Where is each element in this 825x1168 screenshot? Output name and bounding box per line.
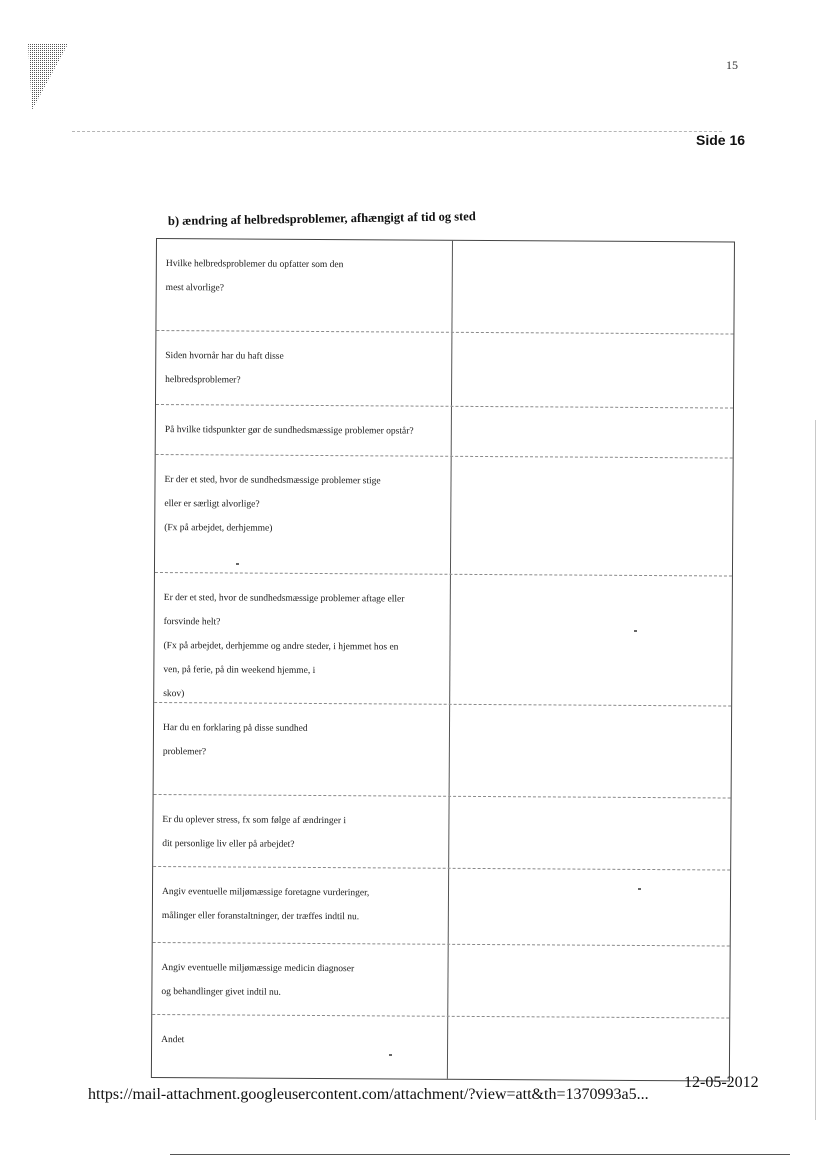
question-cell [154, 703, 451, 796]
question-cell [155, 455, 452, 574]
question-text: På hvilke tidspunkter gør de sundhedsmæssige problemer opstår? [164, 425, 414, 437]
table-row [154, 573, 732, 707]
question-text: skov) [163, 689, 185, 700]
question-text: Angiv eventuelle miljømæssige medicin diagnoser [161, 963, 355, 975]
table-row [153, 867, 730, 947]
scan-bottom-rule [170, 1154, 790, 1155]
answer-cell[interactable] [448, 945, 729, 1018]
answer-cell[interactable] [452, 241, 734, 334]
table-row [152, 943, 729, 1019]
print-date: 12-05-2012 [684, 1074, 759, 1091]
answer-cell[interactable] [448, 1017, 729, 1081]
table-row [155, 455, 733, 577]
scan-top-rule [72, 131, 722, 132]
question-text: Andet [161, 1035, 185, 1046]
answer-cell[interactable] [451, 457, 733, 576]
section-heading: b) ændring af helbredsproblemer, afhængigt af tid og sted [167, 209, 476, 228]
question-text: Siden hvornår har du haft disse [165, 351, 284, 362]
question-cell [152, 1015, 448, 1079]
question-text: forsvinde helt? [163, 617, 221, 628]
question-text: helbredsproblemer? [165, 375, 241, 386]
table-row [153, 795, 730, 871]
question-text: Er der et sted, hvor de sundhedsmæssige problemer stige [164, 475, 381, 487]
questionnaire-table [151, 238, 735, 1082]
question-text: Er du oplever stress, fx som følge af ændringer i [162, 815, 347, 827]
question-cell [153, 795, 449, 868]
table-row [156, 331, 733, 409]
answer-cell[interactable] [449, 869, 730, 946]
question-text: målinger eller foranstaltninger, der træffes indtil nu. [161, 911, 360, 923]
question-text: Hvilke helbredsproblemer du opfatter som den [165, 259, 344, 271]
table-row [156, 405, 733, 459]
answer-cell[interactable] [449, 797, 730, 870]
question-cell [154, 573, 451, 704]
scan-edge-line [815, 420, 816, 1120]
question-cell [156, 331, 452, 406]
question-text: (Fx på arbejdet, derhjemme og andre steder, i hjemmet hos en [163, 641, 399, 653]
answer-cell[interactable] [452, 407, 733, 458]
question-text: Angiv eventuelle miljømæssige foretagne vurderinger, [161, 887, 370, 899]
page-number: 15 [726, 58, 738, 72]
question-text: eller er særligt alvorlige? [164, 499, 260, 510]
scan-corner-artifact [28, 44, 68, 110]
answer-cell[interactable] [450, 705, 732, 798]
question-text: Har du en forklaring på disse sundhed [162, 723, 308, 734]
table-row [154, 703, 732, 799]
question-text: ven, på ferie, på din weekend hjemme, i [163, 665, 316, 676]
table-row [156, 239, 734, 335]
answer-cell[interactable] [450, 575, 732, 706]
question-text: problemer? [162, 747, 207, 758]
question-cell [153, 867, 449, 944]
question-cell [152, 943, 448, 1016]
question-cell [156, 405, 452, 456]
source-url: https://mail-attachment.googleusercontent.com/attachment/?view=att&th=1370993a5... [88, 1086, 649, 1103]
question-text: dit personlige liv eller på arbejdet? [162, 839, 295, 850]
answer-cell[interactable] [452, 333, 733, 408]
table-row [152, 1015, 729, 1081]
question-text: og behandlinger givet indtil nu. [161, 987, 281, 998]
question-text: (Fx på arbejdet, derhjemme) [164, 523, 273, 534]
question-text: Er der et sted, hvor de sundhedsmæssige problemer aftage eller [163, 593, 405, 605]
question-cell [156, 239, 453, 332]
side-label: Side 16 [696, 132, 746, 148]
question-text: mest alvorlige? [165, 283, 225, 294]
